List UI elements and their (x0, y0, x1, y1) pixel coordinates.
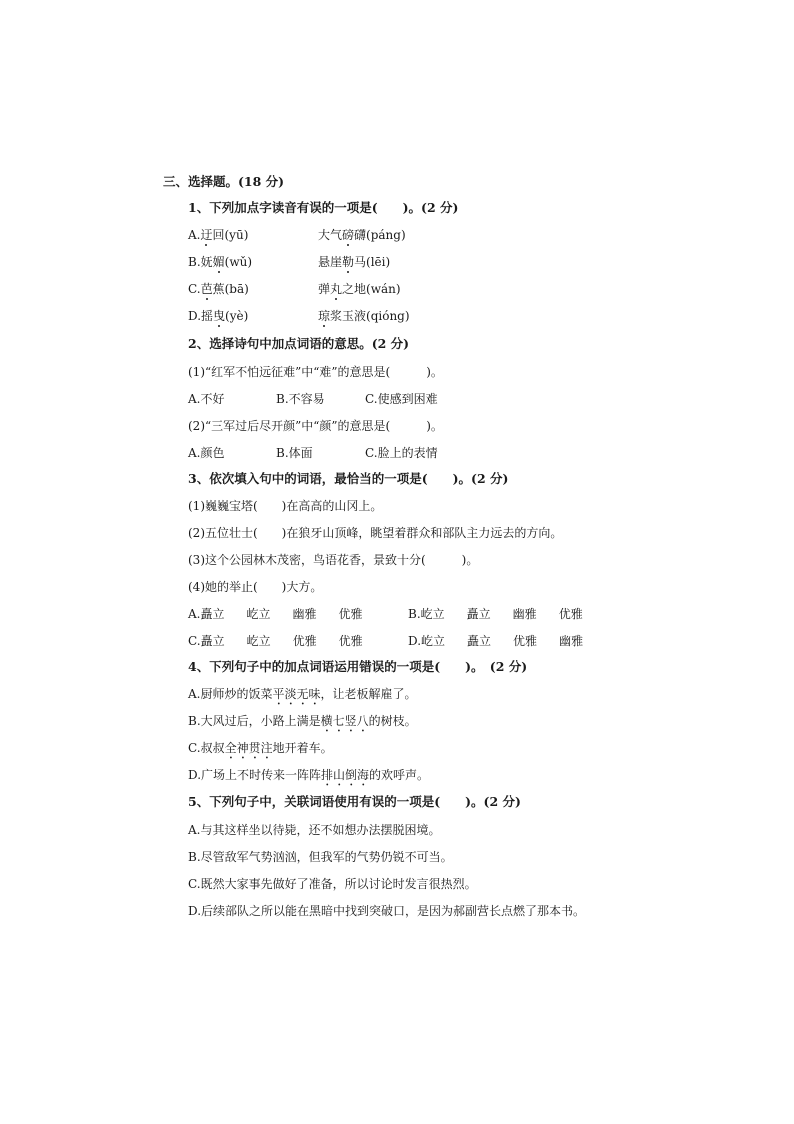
q3-option-b: B.屹立 矗立 幽雅 优雅 (408, 607, 583, 621)
dotted-char: 磅 (342, 228, 355, 242)
q1-option-d-right: 琼浆玉液(qióng) (318, 309, 410, 323)
q3-sentence-2: (2)五位壮士( )在狼牙山顶峰，眺望着群众和部队主力远去的方向。 (188, 526, 563, 540)
q5-option-c: C.既然大家事先做好了准备，所以讨论时发言很热烈。 (188, 877, 477, 891)
q1-option-b-right: 悬崖勒马(lēi) (318, 255, 391, 269)
q2-sub2-option-c: C.脸上的表情 (365, 446, 438, 460)
q3-sentence-1: (1)巍巍宝塔( )在高高的山冈上。 (188, 499, 383, 513)
dotted-char: 丸 (330, 282, 343, 296)
q5-option-b: B.尽管敌军气势汹汹，但我军的气势仍锐不可当。 (188, 850, 453, 864)
dotted-char: 勒 (342, 255, 355, 269)
q2-sub1-option-c: C.使感到困难 (365, 392, 438, 406)
q3-sentence-3: (3)这个公园林木茂密，鸟语花香，景致十分( )。 (188, 553, 479, 567)
q2-sub2-option-b: B.体面 (276, 446, 313, 460)
q3-stem: 3、依次填入句中的词语，最恰当的一项是( )。(2 分) (188, 471, 509, 486)
q3-sentence-4: (4)她的举止( )大方。 (188, 580, 323, 594)
q2-sub1: (1)“红军不怕远征难”中“难”的意思是( )。 (188, 365, 443, 379)
dotted-char: 芭 (200, 282, 213, 296)
q1-stem: 1、下列加点字读音有误的一项是( )。(2 分) (188, 200, 459, 215)
q2-sub1-option-a: A.不好 (188, 392, 225, 406)
dotted-phrase: 横七竖八 (320, 714, 369, 728)
q2-sub1-option-b: B.不容易 (276, 392, 325, 406)
q5-option-a: A.与其这样坐以待毙，还不如想办法摆脱困境。 (188, 823, 441, 837)
q2-sub2-option-a: A.颜色 (188, 446, 225, 460)
dotted-char: 媚 (212, 255, 225, 269)
q4-stem: 4、下列句子中的加点词语运用错误的一项是( )。 (2 分) (188, 659, 528, 674)
q4-option-c: C.叔叔全神贯注地开着车。 (188, 741, 333, 755)
q2-stem: 2、选择诗句中加点词语的意思。(2 分) (188, 336, 410, 351)
q1-option-b-left: B.妩媚(wǔ) (188, 255, 253, 269)
q5-stem: 5、下列句子中，关联词语使用有误的一项是( )。(2 分) (188, 794, 521, 809)
q3-option-a: A.矗立 屹立 幽雅 优雅 (188, 607, 363, 621)
q5-option-d: D.后续部队之所以能在黑暗中找到突破口，是因为郝副营长点燃了那本书。 (188, 904, 586, 918)
dotted-char: 迂 (200, 228, 213, 242)
dotted-phrase: 平淡无味 (272, 687, 321, 701)
q3-option-c: C.矗立 屹立 优雅 优雅 (188, 634, 363, 648)
q1-option-c-right: 弹丸之地(wán) (318, 282, 401, 296)
q1-option-a-right: 大气磅礴(páng) (318, 228, 406, 242)
dotted-phrase: 全神贯注 (224, 741, 273, 755)
q2-sub2: (2)“三军过后尽开颜”中“颜”的意思是( )。 (188, 419, 443, 433)
dotted-char: 曳 (213, 309, 226, 323)
q4-option-b: B.大风过后，小路上满是横七竖八的树枝。 (188, 714, 417, 728)
dotted-char: 琼 (318, 309, 331, 323)
dotted-phrase: 排山倒海 (321, 768, 370, 782)
section-title: 三、选择题。(18 分) (163, 174, 285, 189)
q4-option-d: D.广场上不时传来一阵阵排山倒海的欢呼声。 (188, 768, 430, 782)
q3-option-d: D.屹立 矗立 优雅 幽雅 (408, 634, 584, 648)
q1-option-c-left: C.芭蕉(bā) (188, 282, 249, 296)
q1-option-d-left: D.摇曳(yè) (188, 309, 249, 323)
q1-option-a-left: A.迂回(yū) (188, 228, 249, 242)
q4-option-a: A.厨师炒的饭菜平淡无味，让老板解雇了。 (188, 687, 417, 701)
